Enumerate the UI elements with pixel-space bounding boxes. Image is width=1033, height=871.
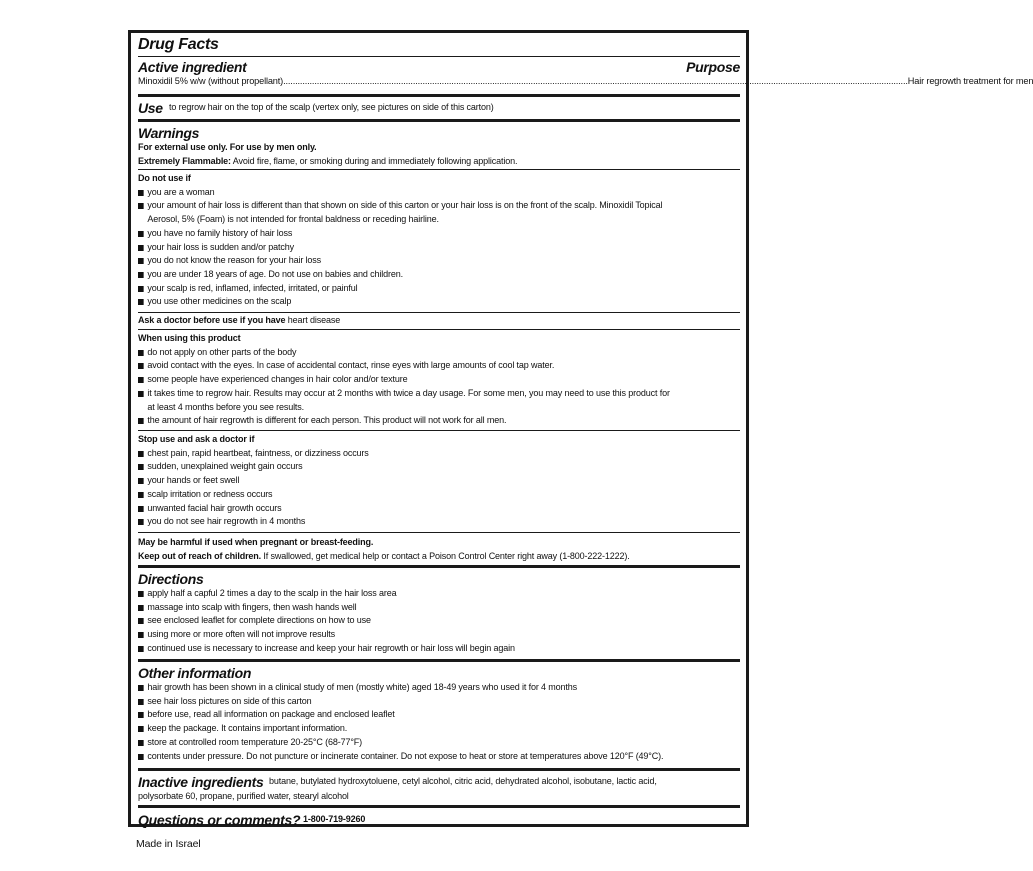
list-item: you have no family history of hair loss (138, 227, 704, 241)
pregnancy-warning: May be harmful if used when pregnant or breast-feeding. (138, 537, 374, 548)
made-in-footer: Made in Israel (136, 838, 201, 850)
list-item: continued use is necessary to increase and keep your hair regrowth or hair loss will begin again (138, 642, 704, 656)
questions-phone: 1-800-719-9260 (303, 814, 366, 826)
list-item: contents under pressure. Do not puncture or incinerate container. Do not expose to heat or store at temperatures above 120°F (49°C). (138, 750, 704, 764)
questions-heading: Questions or comments? (138, 812, 301, 828)
warnings-section (138, 122, 740, 170)
inactive-ingredients-section (138, 771, 740, 808)
harmful-section (138, 533, 740, 568)
inactive-text-line2: polysorbate 60, propane, purified water, stearyl alcohol (138, 791, 349, 802)
ingredient-name: Minoxidil 5% w/w (without propellant) (138, 76, 284, 86)
list-item: before use, read all information on package and enclosed leaflet (138, 708, 704, 722)
use-text: to regrow hair on the top of the scalp (vertex only, see pictures on side of this carton) (168, 102, 494, 114)
when-using-heading: When using this product (138, 333, 241, 344)
questions-section (138, 808, 740, 832)
ask-doctor-label: Ask a doctor before use if you have (138, 315, 286, 326)
list-item: chest pain, rapid heartbeat, faintness, or dizziness occurs (138, 447, 704, 461)
list-item: using more or more often will not improve results (138, 628, 704, 642)
list-item: massage into scalp with fingers, then wash hands well (138, 601, 704, 615)
drug-facts-panel (128, 30, 1033, 828)
list-item: avoid contact with the eyes. In case of accidental contact, rinse eyes with large amounts of cool tap water. (138, 359, 704, 373)
drug-facts-title: Drug Facts (138, 34, 740, 57)
leader-dots: .................................................................................................................................................................................................................................................................... (283, 76, 908, 86)
stop-use-section (138, 431, 740, 533)
keep-out-text: If swallowed, get medical help or contact a Poison Control Center right away (1-800-222-1222). (263, 550, 630, 562)
list-item: see hair loss pictures on side of this carton (138, 695, 704, 709)
ingredient-purpose: Hair regrowth treatment for men (907, 76, 1033, 86)
inactive-heading: Inactive ingredients (138, 774, 264, 790)
ask-doctor-text: heart disease (287, 315, 341, 326)
do-not-use-section (138, 170, 740, 313)
warnings-heading: Warnings (138, 125, 200, 141)
list-item: store at controlled room temperature 20-25°C (68-77°F) (138, 736, 704, 750)
list-item: you are under 18 years of age. Do not use on babies and children. (138, 268, 704, 282)
list-item: it takes time to regrow hair. Results may occur at 2 months with twice a day usage. For some men, you may need to use this product for (138, 387, 704, 401)
list-item: your amount of hair loss is different than that shown on side of this carton or your hair loss is on the front of the scalp. Minoxidil Topical (138, 199, 704, 213)
list-item: you are a woman (138, 186, 704, 200)
purpose-heading: Purpose (686, 59, 740, 75)
list-item: your scalp is red, inflamed, infected, irritated, or painful (138, 282, 704, 296)
when-using-section (138, 330, 740, 431)
list-item: you use other medicines on the scalp (138, 295, 704, 309)
list-item-continuation: at least 4 months before you see results. (147, 401, 305, 413)
list-item: some people have experienced changes in hair color and/or texture (138, 373, 704, 387)
active-ingredient-heading: Active ingredient (138, 59, 247, 75)
list-item: keep the package. It contains important information. (138, 722, 704, 736)
list-item: you do not see hair regrowth in 4 months (138, 515, 704, 529)
list-item: your hair loss is sudden and/or patchy (138, 241, 704, 255)
use-heading: Use (138, 100, 163, 116)
external-use-line: For external use only. For use by men only. (138, 142, 317, 153)
flammable-text: Avoid fire, flame, or smoking during and immediately following application. (232, 155, 518, 167)
active-ingredient-section (138, 34, 1033, 97)
stop-use-heading: Stop use and ask a doctor if (138, 434, 255, 445)
list-item: you do not know the reason for your hair loss (138, 254, 704, 268)
list-item: see enclosed leaflet for complete directions on how to use (138, 614, 704, 628)
directions-section (138, 568, 740, 662)
list-item: your hands or feet swell (138, 474, 704, 488)
ask-doctor-section (138, 313, 740, 330)
other-info-section (138, 662, 740, 771)
list-item-continuation: Aerosol, 5% (Foam) is not intended for frontal baldness or receding hairline. (147, 214, 439, 226)
use-section (138, 97, 740, 122)
list-item: hair growth has been shown in a clinical study of men (mostly white) aged 18-49 years who used it for 4 months (138, 681, 704, 695)
do-not-use-heading: Do not use if (138, 173, 191, 184)
list-item: do not apply on other parts of the body (138, 346, 704, 360)
other-info-heading: Other information (138, 665, 252, 681)
inactive-text-line1: butane, butylated hydroxytoluene, cetyl alcohol, citric acid, dehydrated alcohol, isobutane, lactic acid, (269, 776, 658, 788)
list-item: the amount of hair regrowth is different for each person. This product will not work for all men. (138, 414, 704, 428)
list-item: unwanted facial hair growth occurs (138, 502, 704, 516)
keep-out-label: Keep out of reach of children. (138, 550, 262, 562)
list-item: sudden, unexplained weight gain occurs (138, 460, 704, 474)
directions-heading: Directions (138, 571, 204, 587)
list-item: scalp irritation or redness occurs (138, 488, 704, 502)
list-item: apply half a capful 2 times a day to the scalp in the hair loss area (138, 587, 704, 601)
flammable-label: Extremely Flammable: (138, 155, 231, 167)
